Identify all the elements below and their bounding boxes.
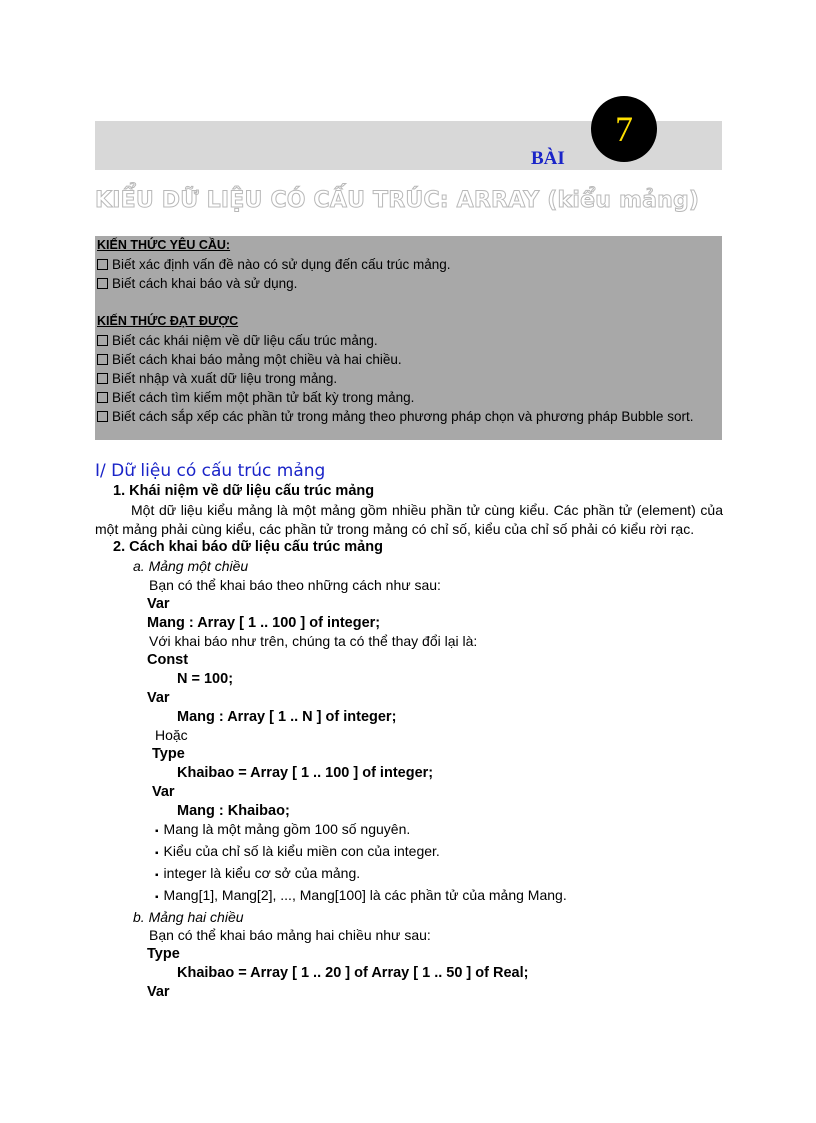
lesson-label: BÀI [531, 148, 565, 169]
paragraph: Bạn có thể khai báo theo những cách như sau: [149, 576, 441, 593]
list-item: ▪ integer là kiểu cơ sở của mảng. [155, 864, 723, 886]
subsection-heading: 1. Khái niệm về dữ liệu cấu trúc mảng [113, 483, 375, 499]
code-line: Const [147, 652, 189, 669]
code-line: Type [147, 946, 180, 963]
subsection-label: a. Mảng một chiều [133, 558, 249, 575]
page-title: KIỂU DỮ LIỆU CÓ CẤU TRÚC: ARRAY (kiểu mảng) [95, 188, 700, 213]
list-item: Biết các khái niệm về dữ liệu cấu trúc mảng. [97, 331, 720, 350]
code-line: Type [152, 746, 185, 763]
paragraph: Với khai báo như trên, chúng ta có thể thay đổi lại là: [149, 633, 478, 650]
subsection-label: b. Mảng hai chiều [133, 908, 244, 925]
list-item: ▪ Mang[1], Mang[2], ..., Mang[100] là các phần tử của mảng Mang. [155, 886, 723, 908]
lesson-number: 7 [615, 109, 633, 149]
checkbox-icon [97, 373, 108, 384]
required-heading: KIẾN THỨC YÊU CẦU: [97, 238, 231, 252]
list-item: ▪ Kiểu của chỉ số là kiểu miền con của integer. [155, 842, 723, 864]
checkbox-icon [97, 259, 108, 270]
code-line: Mang : Khaibao; [177, 802, 290, 819]
code-line: Var [152, 783, 175, 800]
lesson-number-badge [591, 96, 657, 162]
checkbox-icon [97, 278, 108, 289]
section-heading: I/ Dữ liệu có cấu trúc mảng [95, 461, 326, 481]
code-line: Var [147, 595, 170, 612]
checkbox-icon [97, 335, 108, 346]
code-line: Var [147, 983, 170, 1000]
code-line: Var [147, 689, 170, 706]
code-line: Mang : Array [ 1 .. 100 ] of integer; [147, 614, 381, 631]
achieved-heading: KIẾN THỨC ĐẠT ĐƯỢC [97, 314, 239, 328]
lesson-content [95, 460, 723, 1002]
code-line: Khaibao = Array [ 1 .. 100 ] of integer; [177, 764, 434, 781]
list-item: Biết xác định vấn đề nào có sử dụng đến cấu trúc mảng. [97, 255, 720, 274]
code-line: Mang : Array [ 1 .. N ] of integer; [177, 708, 397, 725]
list-item: ▪ Mang là một mảng gồm 100 số nguyên. [155, 820, 723, 842]
list-item: Biết cách khai báo mảng một chiều và hai chiều. [97, 350, 720, 369]
checkbox-icon [97, 411, 108, 422]
list-item: Biết nhập và xuất dữ liệu trong mảng. [97, 369, 720, 388]
paragraph: Hoặc [155, 727, 188, 744]
subsection-heading: 2. Cách khai báo dữ liệu cấu trúc mảng [113, 539, 383, 556]
checkbox-icon [97, 392, 108, 403]
checkbox-icon [97, 354, 108, 365]
list-item: Biết cách sắp xếp các phần tử trong mảng theo phương pháp chọn và phương pháp Bubble sort. [97, 407, 720, 426]
code-line: N = 100; [177, 670, 234, 687]
paragraph: Một dữ liệu kiểu mảng là một mảng gồm nhiều phần tử cùng kiểu. Các phần tử (element) của một mảng phải cùng kiểu, các phần tử trong mảng có chỉ số, kiểu của chỉ số phải có kiểu rời rạc. [95, 501, 723, 537]
paragraph: Bạn có thể khai báo mảng hai chiều như sau: [149, 927, 431, 944]
requirements-box [95, 236, 722, 440]
list-item: Biết cách tìm kiếm một phần tử bất kỳ trong mảng. [97, 388, 720, 407]
code-line: Khaibao = Array [ 1 .. 20 ] of Array [ 1 .. 50 ] of Real; [177, 964, 529, 981]
list-item: Biết cách khai báo và sử dụng. [97, 274, 720, 293]
